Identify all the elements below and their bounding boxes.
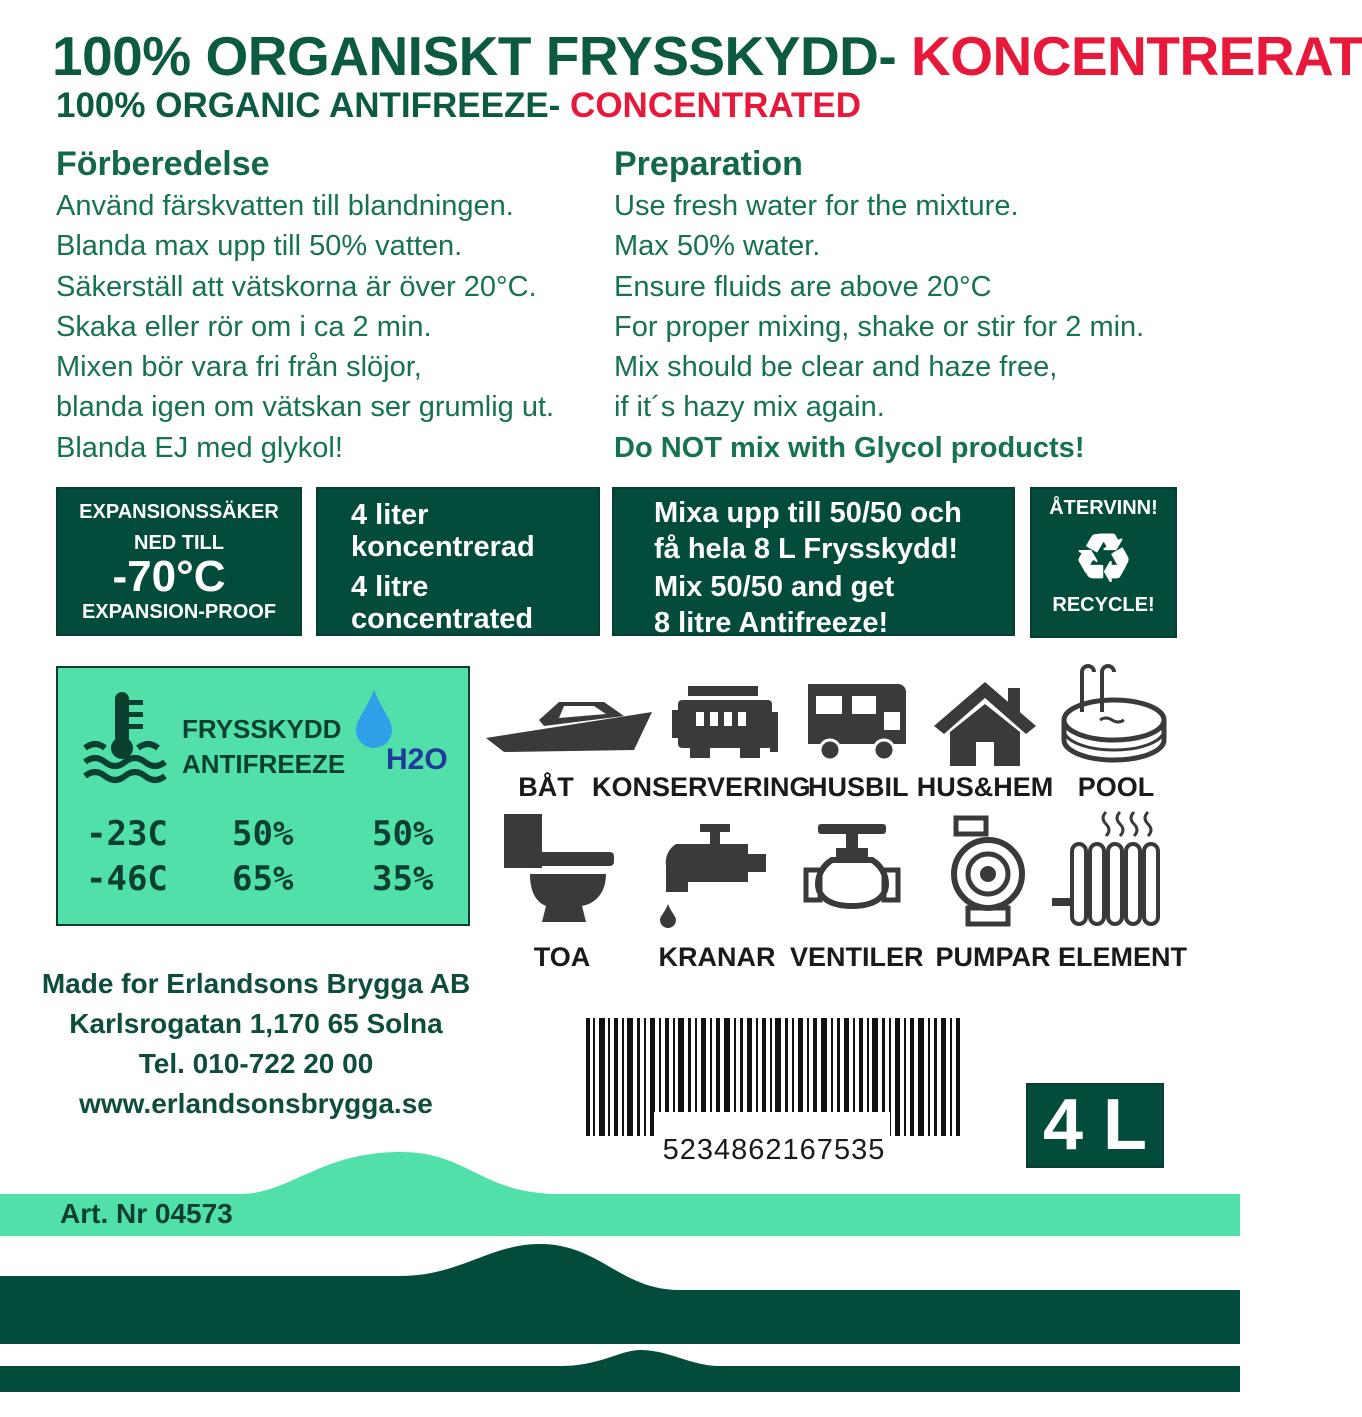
motorhome-icon <box>806 682 910 764</box>
swedish-heading: Förberedelse <box>56 145 270 183</box>
swedish-instructions <box>56 142 554 468</box>
recycle-icon: ♻ <box>1073 521 1134 595</box>
use-label: HUSBIL <box>808 772 909 802</box>
address-line: Karlsrogatan 1,170 65 Solna <box>69 1008 443 1039</box>
house-icon <box>930 678 1040 768</box>
thermometer-water-icon <box>80 690 170 785</box>
freeze-water: 50% <box>372 814 434 854</box>
use-label: PUMPAR <box>935 942 1051 972</box>
english-line: if it´s hazy mix again. <box>614 391 885 424</box>
freeze-temp: -46C <box>86 859 168 899</box>
freeze-concentrate: 50% <box>232 814 294 854</box>
use-label: ELEMENT <box>1058 942 1188 972</box>
expansion-line3: EXPANSION-PROOF <box>81 601 277 623</box>
freeze-water: 35% <box>372 859 434 899</box>
volume-4l-badge: 4 L <box>1026 1083 1164 1168</box>
use-label: HUS&HEM <box>916 772 1054 802</box>
english-warning: Do NOT mix with Glycol products! <box>614 431 1085 464</box>
pool-icon <box>1060 662 1168 770</box>
mix-badge <box>612 487 1015 639</box>
freeze-label2: ANTIFREEZE <box>182 749 346 779</box>
volume-sv2: koncentrerad <box>351 531 535 563</box>
expansion-temp: -70°C <box>112 552 226 601</box>
english-line: Max 50% water. <box>614 230 821 263</box>
mix-line3: Mix 50/50 and get <box>654 571 895 603</box>
swedish-line: Använd färskvatten till blandningen. <box>56 190 514 222</box>
english-line: Ensure fluids are above 20°C <box>614 270 992 303</box>
main-title <box>52 24 1362 88</box>
swedish-line: blanda igen om vätskan ser grumlig ut. <box>56 391 555 424</box>
address-line: Tel. 010-722 20 00 <box>138 1048 374 1079</box>
h2o-label: H2O <box>386 743 448 776</box>
engine-icon <box>670 682 780 762</box>
use-label: KONSERVERING <box>592 772 811 802</box>
mix-line1: Mixa upp till 50/50 och <box>654 497 962 529</box>
expansion-badge <box>56 487 302 636</box>
faucet-icon <box>656 822 768 926</box>
water-drop-icon <box>354 688 394 748</box>
title-part1: 100% ORGANISKT FRYSSKYDD- <box>52 25 911 87</box>
swedish-line: Säkerställ att vätskorna är över 20°C. <box>56 270 537 303</box>
english-line: Use fresh water for the mixture. <box>614 190 1019 222</box>
freeze-label1: FRYSSKYDD <box>182 714 342 744</box>
pump-icon <box>946 816 1028 928</box>
company-address <box>40 964 472 1124</box>
barcode-number: 5234862167535 <box>662 1134 886 1166</box>
freeze-concentrate: 65% <box>232 859 294 899</box>
valve-icon <box>804 820 900 912</box>
recycle-top: ÅTERVINN! <box>1049 497 1158 519</box>
radiator-icon <box>1048 808 1170 928</box>
swedish-line: Mixen bör vara fri från slöjor, <box>56 351 422 384</box>
use-label: VENTILER <box>790 942 924 972</box>
barcode <box>586 1018 962 1136</box>
mix-line2: få hela 8 L Frysskydd! <box>654 533 959 565</box>
swedish-line: Blanda EJ med glykol! <box>56 431 343 464</box>
use-label: POOL <box>1077 772 1155 802</box>
recycle-bottom: RECYCLE! <box>1052 594 1155 616</box>
expansion-line1: EXPANSIONSSÄKER <box>79 501 279 523</box>
use-label: BÅT <box>518 772 574 802</box>
title-part2: KONCENTRERAT <box>911 25 1362 87</box>
sub-title <box>56 86 861 126</box>
volume-en1: 4 litre <box>351 571 429 603</box>
mix-line4: 8 litre Antifreeze! <box>654 607 889 639</box>
website-text: www.erlandsonsbrygga.se <box>79 1088 433 1119</box>
swedish-line: Skaka eller rör om i ca 2 min. <box>56 310 432 343</box>
volume-en2: concentrated <box>351 603 534 635</box>
subtitle-part2: CONCENTRATED <box>570 86 862 125</box>
address-line: Made for Erlandsons Brygga AB <box>41 968 471 999</box>
volume-sv1: 4 liter <box>351 499 429 531</box>
subtitle-part1: 100% ORGANIC ANTIFREEZE- <box>56 86 571 125</box>
boat-icon <box>484 690 654 760</box>
use-label: KRANAR <box>658 942 776 972</box>
volume-badge <box>316 487 600 636</box>
use-label: TOA <box>533 942 591 972</box>
article-number: Art. Nr 04573 <box>60 1198 233 1229</box>
recycle-badge <box>1030 487 1177 638</box>
toilet-icon <box>502 812 616 924</box>
english-line: For proper mixing, shake or stir for 2 min. <box>614 310 1145 343</box>
freeze-table <box>56 666 470 926</box>
english-heading: Preparation <box>614 145 803 183</box>
freeze-temp: -23C <box>86 814 168 854</box>
english-line: Mix should be clear and haze free, <box>614 351 1058 384</box>
wave-decoration <box>0 1140 1240 1417</box>
swedish-line: Blanda max upp till 50% vatten. <box>56 230 463 263</box>
english-instructions <box>614 142 1144 468</box>
expansion-line2: NED TILL <box>134 532 224 554</box>
